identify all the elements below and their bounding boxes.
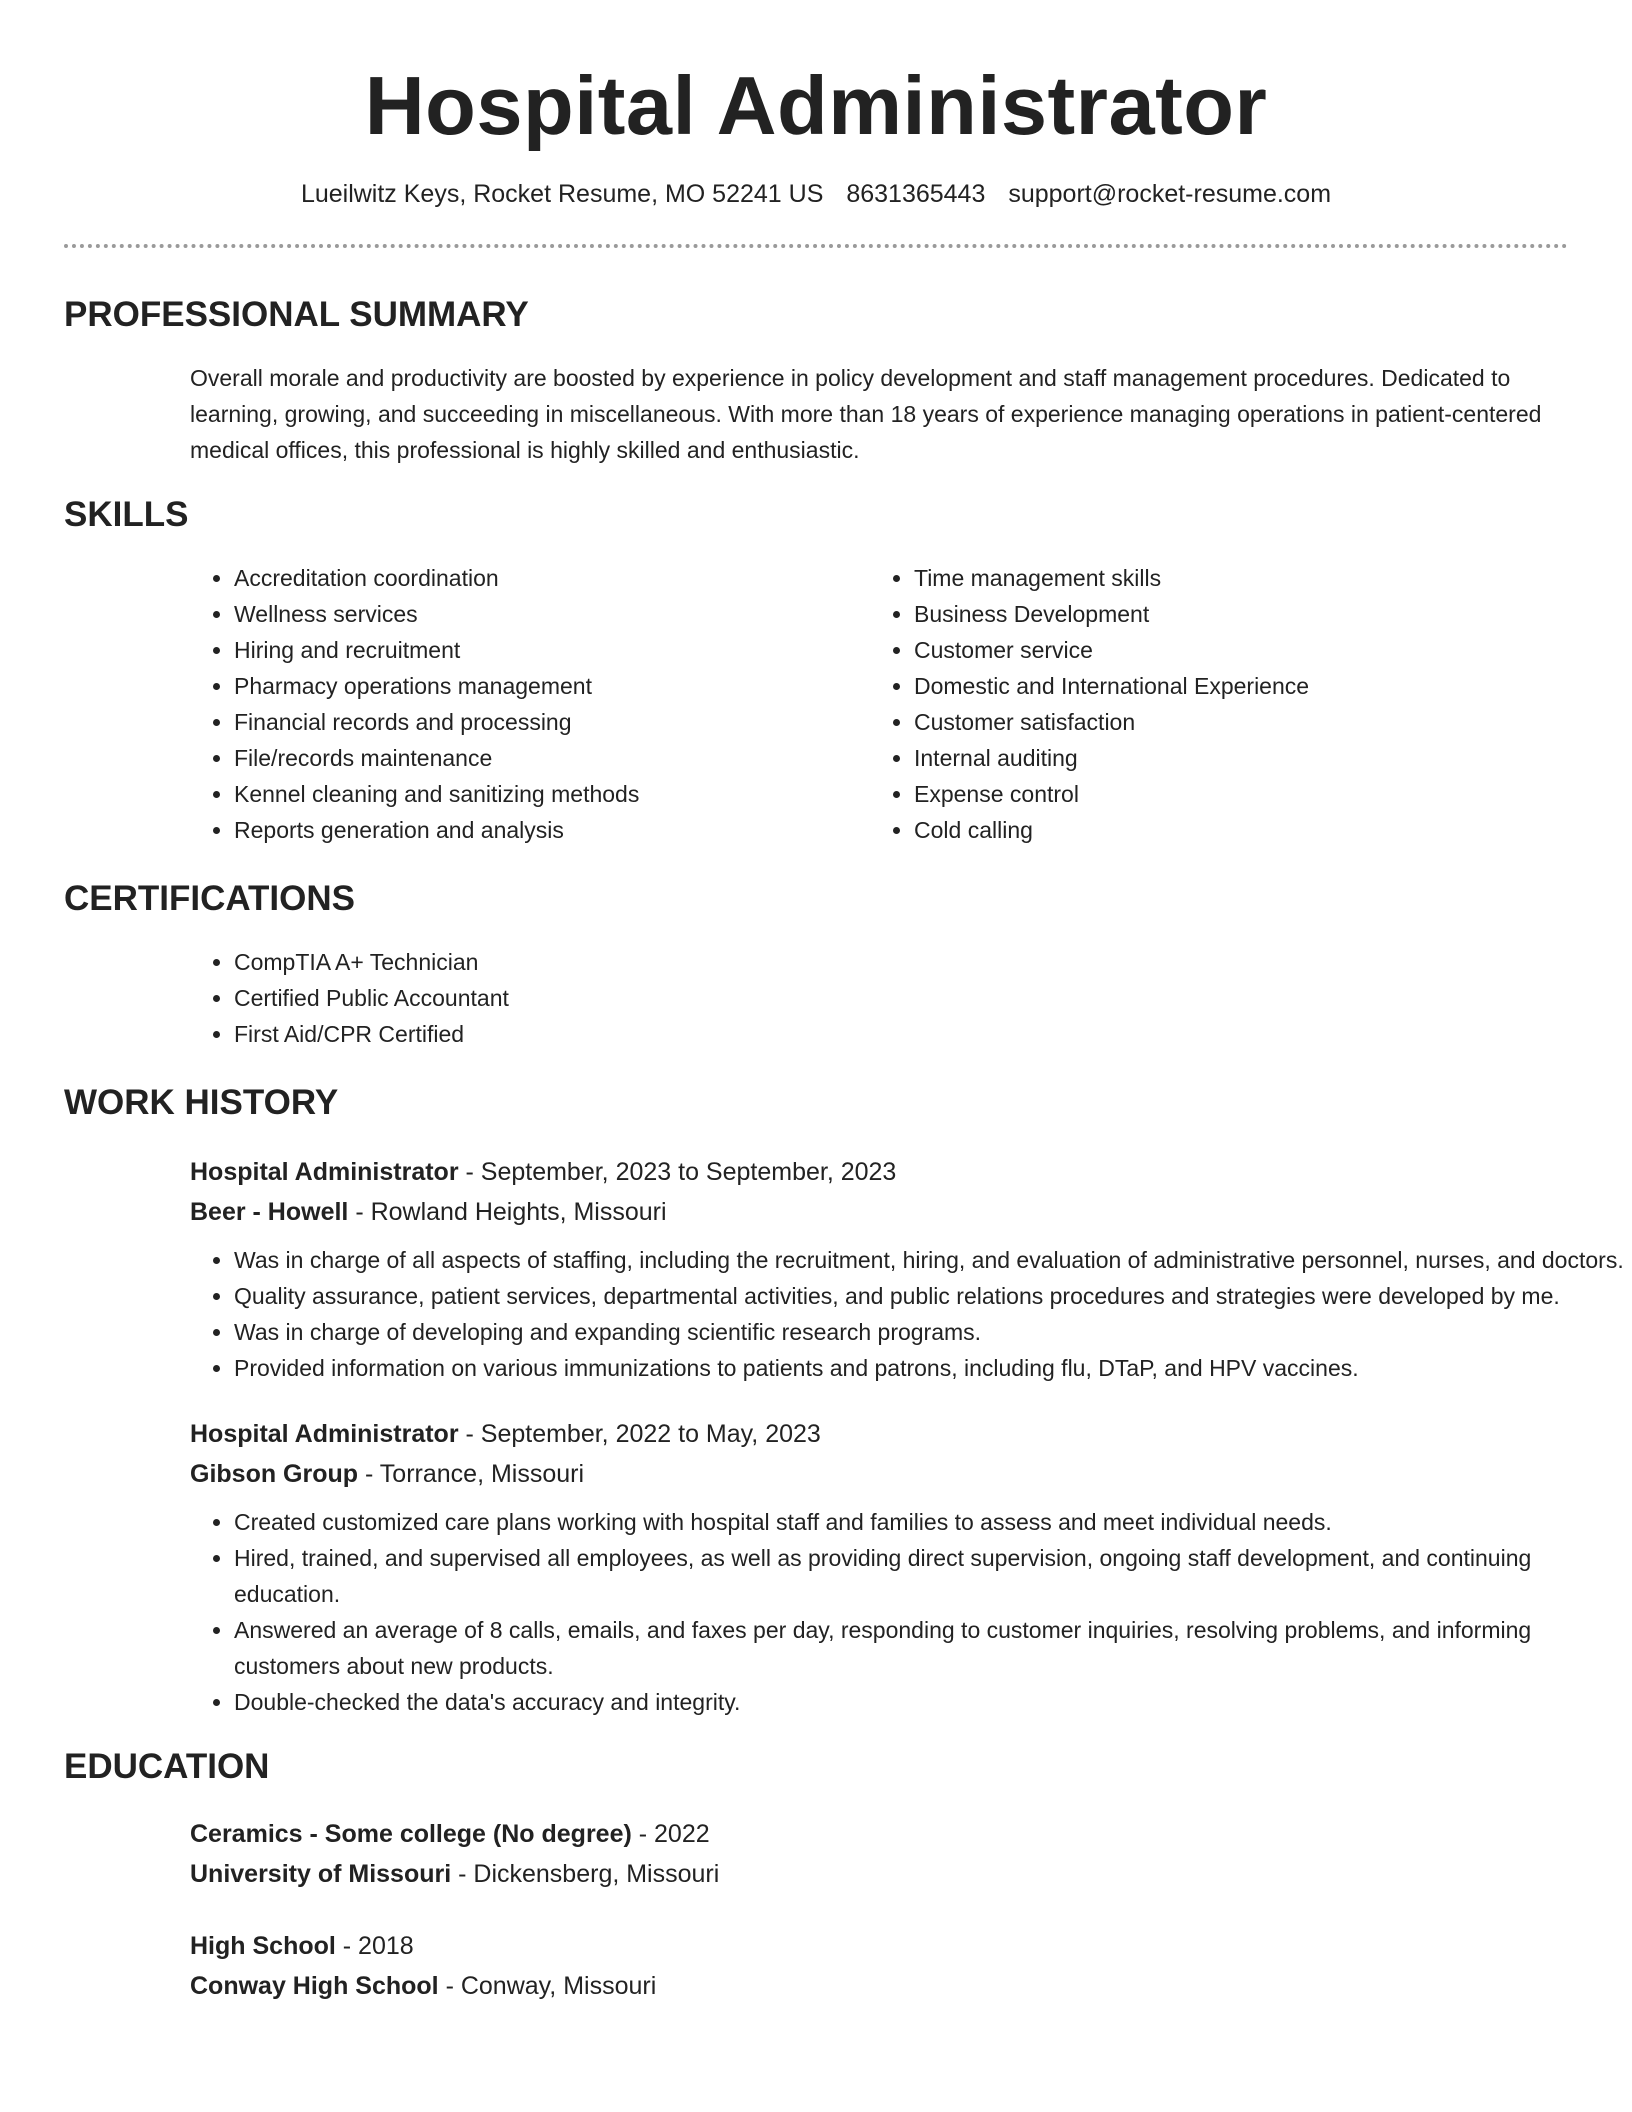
skill-item: • Cold calling [914,812,1514,848]
skill-item: • Customer service [914,632,1514,668]
job-duty: • Created customized care plans working with hospital staff and families to assess and meet individual needs. [234,1504,1632,1540]
job-duty: • Quality assurance, patient services, departmental activities, and public relations procedures and strategies were developed by me. [234,1278,1632,1314]
contact-address: Lueilwitz Keys, Rocket Resume, MO 52241 US [300,180,824,208]
skills-list-left [190,560,870,848]
job-entry [190,1152,1624,1386]
certification-item: • Certified Public Accountant [234,980,1568,1016]
contact-phone: 8631365443 [846,180,986,208]
skill-item: • Reports generation and analysis [234,812,870,848]
skill-item: • Accreditation coordination [234,560,870,596]
summary-heading: PROFESSIONAL SUMMARY [64,295,529,334]
job-dates: - September, 2022 to May, 2023 [458,1420,821,1448]
job-company-line [190,1454,1568,1494]
skill-item: • Wellness services [234,596,870,632]
job-duties-list [190,1242,1632,1386]
header-divider [64,244,1568,248]
skills-heading: SKILLS [64,495,189,534]
certification-item: • First Aid/CPR Certified [234,1016,1568,1052]
job-duty: • Was in charge of all aspects of staffing, including the recruitment, hiring, and evaluation of administrative personnel, nurses, and doctors. [234,1242,1632,1278]
contact-email: support@rocket-resume.com [1008,180,1332,208]
certifications-list [190,944,1568,1052]
job-duty: • Provided information on various immunizations to patients and patrons, including flu, DTaP, and HPV vaccines. [234,1350,1632,1386]
skill-item: • Internal auditing [914,740,1514,776]
education-year: - 2022 [631,1820,710,1848]
skill-item: • Customer satisfaction [914,704,1514,740]
job-location: - Rowland Heights, Missouri [348,1198,667,1226]
job-location: - Torrance, Missouri [358,1460,585,1488]
job-company: Gibson Group [190,1460,359,1488]
skill-item: • Kennel cleaning and sanitizing methods [234,776,870,812]
education-degree: High School [190,1932,336,1960]
job-role-line [190,1414,1568,1454]
education-degree-line [190,1926,1568,1966]
job-company-line [190,1192,1568,1232]
education-school-line [190,1854,1568,1894]
education-school-line [190,1966,1568,2006]
job-dates: - September, 2023 to September, 2023 [458,1158,897,1186]
job-duties-list [190,1504,1632,1720]
skill-item: • Time management skills [914,560,1514,596]
work-history-heading: WORK HISTORY [64,1083,339,1122]
skills-list-right [870,560,1514,848]
education-location: - Dickensberg, Missouri [451,1860,720,1888]
job-entry [190,1414,1568,1720]
job-duty: • Double-checked the data's accuracy and integrity. [234,1684,1632,1720]
education-entry [190,1926,1568,2006]
job-role: Hospital Administrator [190,1420,459,1448]
skill-item: • Financial records and processing [234,704,870,740]
education-heading: EDUCATION [64,1747,270,1786]
certification-item: • CompTIA A+ Technician [234,944,1568,980]
skill-item: • Expense control [914,776,1514,812]
education-degree: Ceramics - Some college (No degree) [190,1820,632,1848]
job-duty: • Was in charge of developing and expanding scientific research programs. [234,1314,1632,1350]
job-duty: • Hired, trained, and supervised all employees, as well as providing direct supervision, ongoing staff development, and continuing education. [234,1540,1632,1612]
education-year: - 2018 [335,1932,414,1960]
education-school: University of Missouri [190,1860,452,1888]
skills-columns [190,560,1568,848]
education-entry [190,1814,1568,1894]
skill-item: • File/records maintenance [234,740,870,776]
education-school: Conway High School [190,1972,439,2000]
job-role: Hospital Administrator [190,1158,459,1186]
candidate-name: Hospital Administrator [364,59,1268,152]
skill-item: • Domestic and International Experience [914,668,1514,704]
job-role-line [190,1152,1568,1192]
education-degree-line [190,1814,1568,1854]
job-duty: • Answered an average of 8 calls, emails, and faxes per day, responding to customer inquiries, resolving problems, and informing customers about new products. [234,1612,1632,1684]
job-company: Beer - Howell [190,1198,349,1226]
contact-line [64,178,1568,210]
skill-item: • Business Development [914,596,1514,632]
skill-item: • Pharmacy operations management [234,668,870,704]
education-location: - Conway, Missouri [438,1972,657,2000]
summary-text: Overall morale and productivity are boosted by experience in policy development and staff management procedures. Dedicated to learning, growing, and succeeding in miscellaneous. With more than 18 years of experience managing operations in patient-centered medical offices, this professional is highly skilled and enthusiastic. [190,365,1542,463]
certifications-heading: CERTIFICATIONS [64,879,356,918]
skill-item: • Hiring and recruitment [234,632,870,668]
